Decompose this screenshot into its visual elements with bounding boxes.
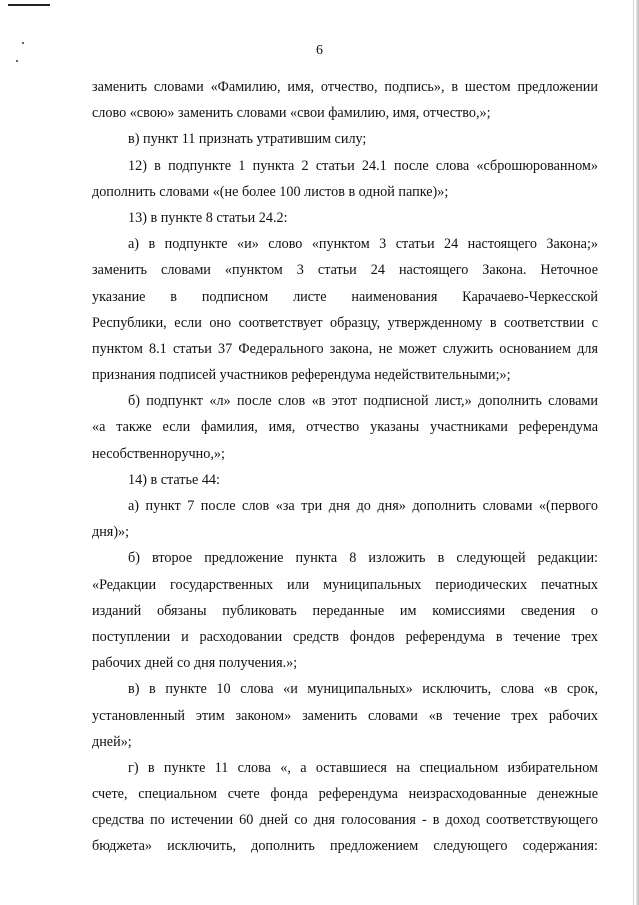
text-line: б) подпункт «л» после слов «в этот подписной лист,» дополнить словами	[128, 393, 598, 410]
text-line: средства по истечении 60 дней со дня голосования - в доход соответствующего	[92, 812, 598, 829]
text-line: заменить словами «Фамилию, имя, отчество, подпись», в шестом предложении	[92, 79, 598, 95]
text-line: признания подписей участников референдума недействительными;»;	[92, 367, 511, 384]
text-line: пунктом 8.1 статьи 37 Федерального закона, не может служить основанием для	[92, 340, 598, 357]
text-line: слово «свою» заменить словами «свои фамилию, имя, отчество,»;	[92, 105, 491, 122]
scan-dot	[16, 60, 18, 62]
text-line: установленный этим законом» заменить словами «в течение трех рабочих	[92, 707, 598, 724]
text-line: а) пункт 7 после слов «за три дня до дня» дополнить словами «(первого	[128, 498, 598, 514]
page-number: 6	[316, 43, 323, 58]
text-line: в) в пункте 10 слова «и муниципальных» исключить, слова «в срок,	[128, 681, 598, 698]
text-line: «а также если фамилия, имя, отчество указаны участниками референдума	[92, 419, 598, 436]
text-line: «Редакции государственных или муниципальных периодических печатных	[92, 576, 598, 593]
text-line: 12) в подпункте 1 пункта 2 статьи 24.1 после слова «сброшюрованном»	[128, 157, 598, 174]
text-line: несобственноручно,»;	[92, 445, 225, 462]
text-line: 14) в статье 44:	[128, 471, 220, 488]
text-line: 13) в пункте 8 статьи 24.2:	[128, 209, 288, 226]
text-line: дней»;	[92, 733, 132, 750]
document-body	[92, 74, 598, 860]
text-line: Республики, если оно соответствует образцу, утвержденному в соответствии с	[92, 314, 598, 331]
text-line: указание в подписном листе наименования Карачаево-Черкесской	[92, 288, 598, 305]
text-line: в) пункт 11 признать утратившим силу;	[128, 131, 367, 148]
text-line: дня)»;	[92, 524, 130, 541]
text-line: рабочих дней со дня получения.»;	[92, 655, 298, 672]
page-edge	[633, 0, 634, 905]
text-line: бюджета» исключить, дополнить предложением следующего содержания:	[92, 838, 598, 855]
text-line: дополнить словами «(не более 100 листов в одной папке)»;	[92, 183, 449, 200]
text-line: б) второе предложение пункта 8 изложить в следующей редакции:	[128, 550, 598, 567]
text-line: счете, специальном счете фонда референдума неизрасходованные денежные	[92, 786, 598, 803]
text-line: г) в пункте 11 слова «, а оставшиеся на специальном избирательном	[128, 759, 598, 776]
text-line: заменить словами «пунктом 3 статьи 24 настоящего Закона. Неточное	[92, 262, 598, 279]
text-line: изданий обязаны публиковать переданные им комиссиями сведения о	[92, 602, 598, 619]
text-line: а) в подпункте «и» слово «пунктом 3 статьи 24 настоящего Закона;»	[128, 236, 598, 253]
text-line: поступлении и расходовании средств фондов референдума в течение трех	[92, 628, 598, 645]
scan-mark	[8, 4, 50, 6]
